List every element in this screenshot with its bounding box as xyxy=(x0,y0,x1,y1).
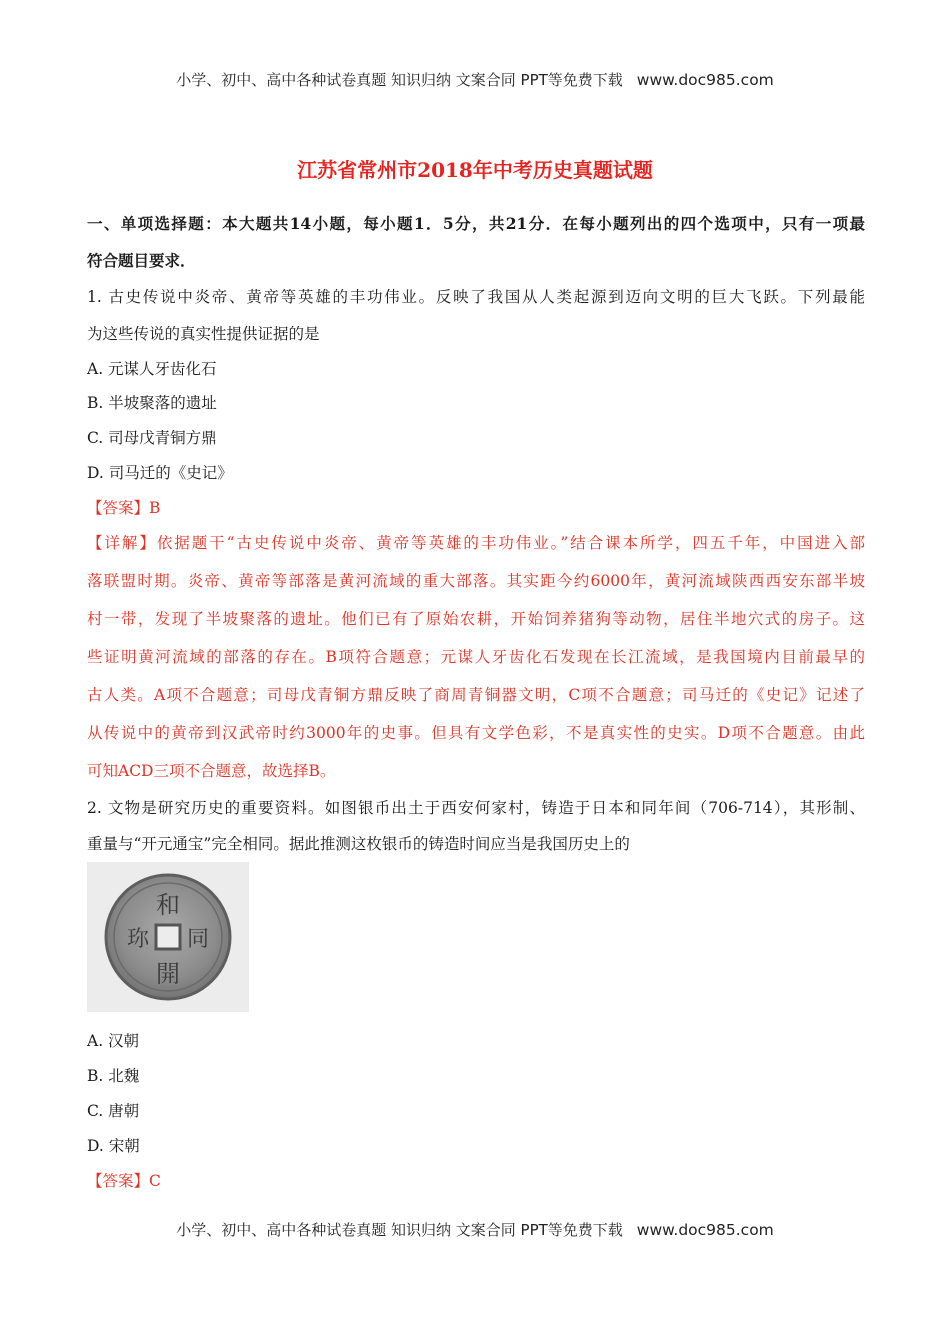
q1-explain-line-4: 些证明黄河流域的部落的存在。B项符合题意；元谋人牙齿化石发现在长江流域，是我国境内目前最早的 xyxy=(87,648,865,666)
q2-stem-line-1: 2. 文物是研究历史的重要资料。如图银币出土于西安何家村，铸造于日本和同年间（706-714），其形制、 xyxy=(87,799,865,817)
q2-option-c: C. 唐朝 xyxy=(87,1102,140,1120)
q2-answer: 【答案】C xyxy=(87,1172,161,1190)
q1-option-d: D. 司马迁的《史记》 xyxy=(87,464,233,482)
coin-photo xyxy=(87,862,249,1012)
q1-stem-line-1: 1. 古史传说中炎帝、黄帝等英雄的丰功伟业。反映了我国从人类起源到迈向文明的巨大飞跃。下列最能 xyxy=(87,288,865,306)
q1-option-a: A. 元谋人牙齿化石 xyxy=(87,360,217,378)
footer-url[interactable]: www.doc985.com xyxy=(636,1221,774,1239)
footer-text: 小学、初中、高中各种试卷真题 知识归纳 文案合同 PPT等免费下载 xyxy=(176,1221,623,1239)
q2-option-a: A. 汉朝 xyxy=(87,1032,140,1050)
q2-option-d: D. 宋朝 xyxy=(87,1137,140,1155)
q1-explain-line-7: 可知ACD三项不合题意，故选择B。 xyxy=(87,762,336,780)
document-title: 江苏省常州市2018年中考历史真题试题 xyxy=(297,158,653,182)
q1-explain-line-1: 【详解】依据题干“古史传说中炎帝、黄帝等英雄的丰功伟业。”结合课本所学，四五千年，中国进入部 xyxy=(87,534,865,552)
coin-char-right: 同 xyxy=(186,927,210,952)
q1-explain-line-5: 古人类。A项不合题意；司母戊青铜方鼎反映了商周青铜器文明，C项不合题意；司马迁的《史记》记述了 xyxy=(87,686,865,704)
q1-option-c: C. 司母戊青铜方鼎 xyxy=(87,429,217,447)
q1-explain-line-6: 从传说中的黄帝到汉武帝时约3000年的史事。但具有文学色彩，不是真实性的史实。D项不合题意。由此 xyxy=(87,724,865,742)
coin-square-hole xyxy=(156,925,180,949)
q1-explain-line-2: 落联盟时期。炎帝、黄帝等部落是黄河流域的重大部落。其实距今约6000年，黄河流域陕西西安东部半坡 xyxy=(87,572,865,590)
coin-char-bottom: 開 xyxy=(156,960,180,988)
section-heading-line-1: 一、单项选择题：本大题共14小题，每小题1．5分，共21分．在每小题列出的四个选项中，只有一项最 xyxy=(87,214,865,233)
coin-char-top: 和 xyxy=(156,891,180,919)
q2-stem-line-2: 重量与“开元通宝”完全相同。据此推测这枚银币的铸造时间应当是我国历史上的 xyxy=(87,835,630,853)
silver-coin-image xyxy=(87,862,249,1012)
q1-option-b: B. 半坡聚落的遗址 xyxy=(87,394,217,412)
q1-stem-line-2: 为这些传说的真实性提供证据的是 xyxy=(87,325,320,343)
q2-option-b: B. 北魏 xyxy=(87,1067,140,1085)
q1-explain-line-3: 村一带，发现了半坡聚落的遗址。他们已有了原始农耕，开始饲养猪狗等动物，居住半地穴式的房子。这 xyxy=(87,610,865,628)
q1-answer: 【答案】B xyxy=(87,499,161,517)
header-text: 小学、初中、高中各种试卷真题 知识归纳 文案合同 PPT等免费下载 xyxy=(176,71,623,89)
coin-char-left: 珎 xyxy=(126,927,150,952)
page-footer xyxy=(0,1219,950,1240)
section-heading-line-2: 符合题目要求． xyxy=(87,251,196,270)
header-url[interactable]: www.doc985.com xyxy=(636,71,774,89)
page-header xyxy=(0,69,950,90)
